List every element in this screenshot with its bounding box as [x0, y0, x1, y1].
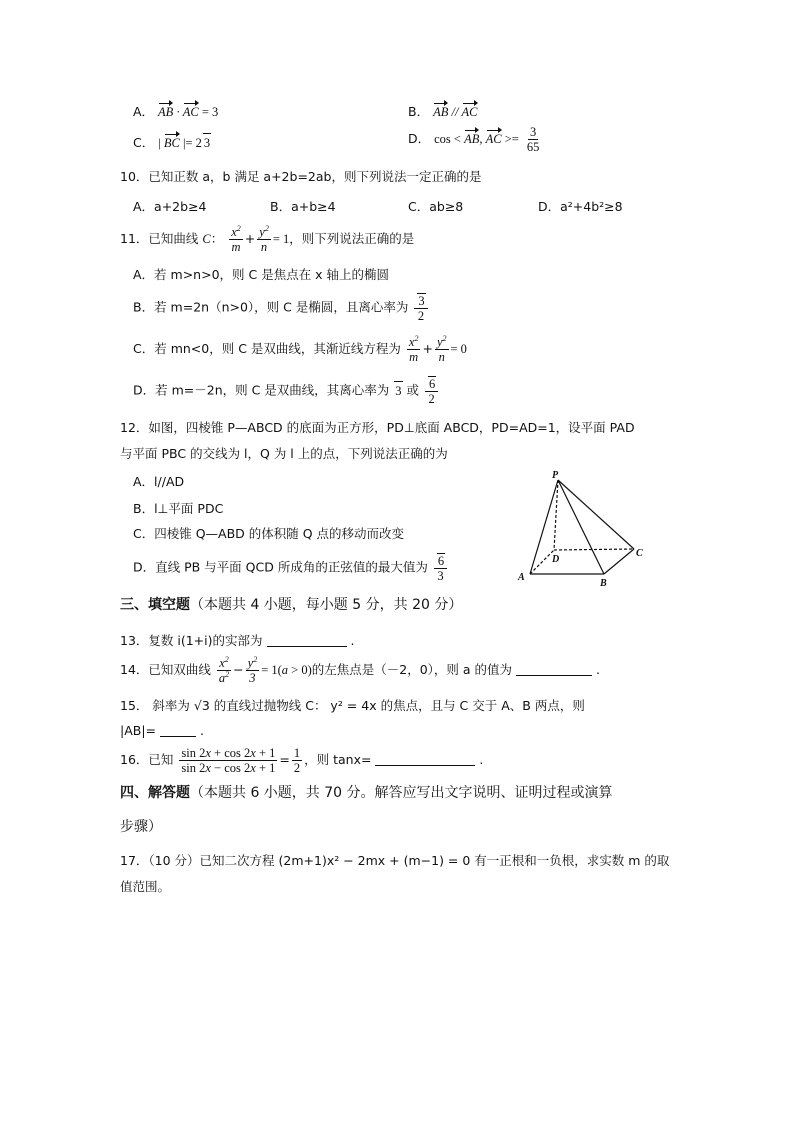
q10-option-b: B．a+b≥4	[270, 199, 336, 214]
q9-option-a: A． AB · AC = 3	[133, 104, 219, 119]
q11-option-d: D．若 m=－2n，则 C 是双曲线，其离心率为 3 或 $\frac{6}{2}$	[133, 376, 440, 406]
section-4-title: 四、解答题	[120, 785, 190, 801]
q13	[120, 632, 354, 650]
section-4-heading	[120, 784, 613, 802]
q12-option-d: D．直线 PB 与平面 QCD 所成角的正弦值的最大值为 $\frac{6}{3}$	[133, 553, 449, 583]
q17-line1: 17．（10 分）已知二次方程 (2m+1)x² − 2mx + (m−1) = 0 有一正根和一负根，求实数 m 的取	[120, 853, 670, 868]
q9-a-label: A．	[133, 104, 155, 119]
q16-suffix: ，则 tanx=	[304, 752, 372, 767]
q10-stem: 10．已知正数 a，b 满足 a+2b=2ab，则下列说法一定正确的是	[120, 169, 482, 184]
q9-option-b: B． AB // AC	[408, 104, 478, 119]
section-3-title: 三、填空题	[120, 597, 190, 613]
q11-option-c: C．若 mn<0，则 C 是双曲线，其渐近线方程为 $\frac{x^2}{m}$ + $\frac{y^2}{n}$ = 0	[133, 333, 467, 364]
edge-bc	[604, 549, 634, 574]
q14: 14．已知双曲线 $\frac{x^2}{a^2}$ − $\frac{y^2}{3}$ = 1(a > 0)的左焦点是（－2，0），则 a 的值为 .	[120, 654, 600, 685]
label-p: P	[552, 470, 559, 481]
q10-option-a: A．a+2b≥4	[133, 199, 207, 214]
q15-end: .	[200, 723, 204, 738]
q11-b-text: B．若 m=2n（n>0），则 C 是椭圆，且离心率为	[133, 299, 409, 315]
q9-c-label: C．	[133, 135, 155, 150]
q11-option-b: B．若 m=2n（n>0），则 C 是椭圆，且离心率为 $\frac{3}{2}$	[133, 293, 430, 323]
q10-option-d: D．a²+4b²≥8	[538, 199, 623, 214]
section-3-note: （本题共 4 小题，每小题 5 分，共 20 分）	[190, 597, 463, 613]
section-4-note-line2: 步骤）	[120, 819, 162, 835]
q10-option-c: C．ab≥8	[408, 199, 464, 214]
q9-option-d: D． cos < AB, AC >= $\frac{3}{65}$	[408, 125, 540, 154]
q12-stem-line2: 与平面 PBC 的交线为 l，Q 为 l 上的点，下列说法正确的为	[120, 446, 448, 461]
edge-pc	[558, 480, 634, 549]
q11-d-or: 或	[406, 382, 420, 398]
q13-answer-blank[interactable]	[267, 634, 347, 647]
q15-line1: 15． 斜率为 √3 的直线过抛物线 C： y² = 4x 的焦点，且与 C 交于 A、B 两点，则	[120, 698, 585, 713]
q9-d-label: D．	[408, 131, 431, 146]
q14-prefix: 14．已知双曲线	[120, 662, 211, 677]
label-d: D	[552, 554, 560, 565]
label-c: C	[636, 548, 643, 559]
q17-line2: 值范围。	[120, 879, 171, 894]
edge-dc	[554, 549, 634, 550]
q12-option-c: C．四棱锥 Q—ABD 的体积随 Q 点的移动而改变	[133, 526, 405, 541]
q14-end: .	[595, 662, 600, 677]
q11-stem: 11．已知曲线 C： $\frac{x^2}{m}$ + $\frac{y^2}{n}$ = 1，则下列说法正确的是	[120, 223, 415, 254]
q16-prefix: 16．已知	[120, 752, 174, 767]
q11-stem-prefix: 11．已知曲线	[120, 231, 199, 246]
q12-option-b: B．l⊥平面 PDC	[133, 501, 224, 516]
q12-d-text: D．直线 PB 与平面 QCD 所成角的正弦值的最大值为	[133, 559, 428, 575]
q15-line2	[120, 722, 204, 740]
q9-b-label: B．	[408, 104, 430, 119]
q11-stem-suffix: ，则下列说法正确的是	[289, 231, 415, 246]
label-b: B	[600, 578, 607, 589]
q11-d-text: D．若 m=－2n，则 C 是双曲线，其离心率为	[133, 382, 390, 398]
q15-label: |AB|=	[120, 723, 157, 738]
q16-answer-blank[interactable]	[375, 753, 475, 766]
section-4-heading-cont	[120, 818, 162, 836]
q9-option-c: C． | BC |= 2 3	[133, 135, 211, 150]
q15-answer-blank[interactable]	[160, 724, 196, 737]
q11-c-text: C．若 mn<0，则 C 是双曲线，其渐近线方程为	[133, 341, 401, 356]
q12-stem-line1: 12．如图，四棱锥 P—ABCD 的底面为正方形，PD⊥底面 ABCD，PD=AD=1，设平面 PAD	[120, 420, 635, 435]
section-3-heading	[120, 596, 462, 614]
q16-end: .	[479, 752, 484, 767]
q13-end: .	[350, 633, 355, 648]
label-a: A	[518, 572, 525, 583]
q14-suffix: 的左焦点是（－2，0），则 a 的值为	[311, 662, 513, 677]
section-4-note-line1: （本题共 6 小题，共 70 分。解答应写出文字说明、证明过程或演算	[190, 785, 613, 801]
edge-pb	[558, 480, 604, 574]
q11-option-a: A．若 m>n>0，则 C 是焦点在 x 轴上的椭圆	[133, 267, 390, 282]
q14-answer-blank[interactable]	[516, 663, 592, 676]
pyramid-figure	[510, 468, 650, 590]
q12-option-a: A．l//AD	[133, 474, 185, 489]
q16: 16．已知 $\frac{\sin 2x + \cos 2x + 1}{\sin 2x - \cos 2x + 1}$ = $\frac{1}{2}$ ，则 tanx= .	[120, 746, 484, 775]
q13-text: 13．复数 i(1+i)的实部为	[120, 633, 263, 648]
